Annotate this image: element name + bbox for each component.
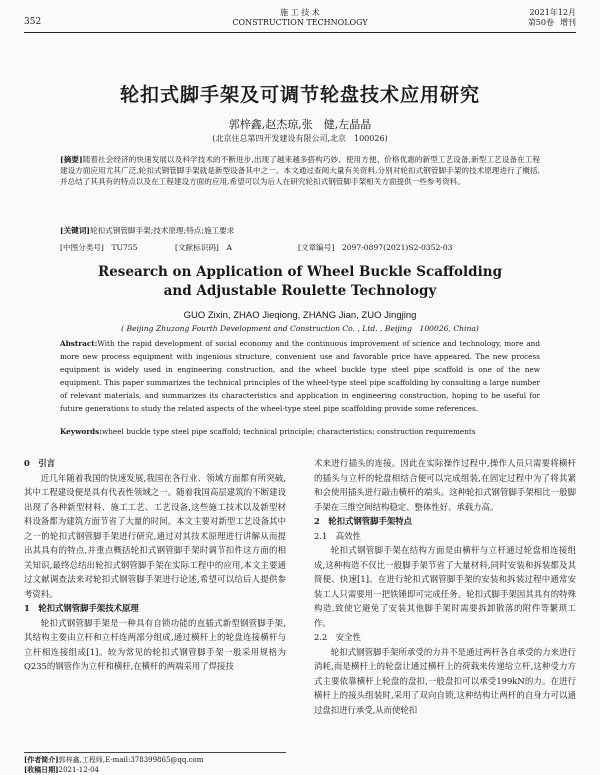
journal-name-cn: 施 工 技 术 [280, 8, 320, 17]
body-column-right [314, 456, 576, 717]
running-header [24, 8, 576, 30]
paper-title-en-line2: and Adjustable Roulette Technology [163, 283, 437, 299]
keywords-en [60, 427, 540, 436]
received-date-label: [收稿日期] [24, 765, 59, 774]
document-code: [文献标识码] A [175, 243, 232, 252]
issue-date: 2021年12月 [529, 8, 576, 17]
subsection-heading-2-1: 2.1 高效性 [314, 530, 361, 541]
journal-name [24, 8, 576, 28]
keywords-cn [60, 225, 540, 236]
clc-number: [中图分类号] TU755 [60, 243, 138, 252]
body-paragraph: 近几年随着我国的快速发展,我国在各行业、领域方面都有所突破,其中工程建设便是具有代表性领域之一。随着我国高层建筑的不断建设出现了各种新型材料、施工工艺、工艺设备,这些施工技术以及新型材料设备都为建筑方面节省了大量的时间。本文主要对新型工艺设备其中之一的轮扣式钢管脚手架进行研究,通过对其技术原理进行讲解从而提出其具有的特点,并重点概括轮扣式钢管脚手架时调节扣件这方面的相关知识,最终总结出轮扣式钢管脚手架在实际工程中的应用,本文主要通过文献调查法来对轮扣式钢管脚手架进行论述,希望可以给后人提供参考资料。 [24, 472, 286, 599]
body-paragraph: 术来进行插头的连接。因此在实际操作过程中,操作人员只需要将横杆的插头与立杆的轮盘相结合便可以完成组装,在固定过程中为了将其紧和会使用插头进行敲击横杆的端头。这种轮扣式钢管脚手架相比一般脚手架在三维空间结构稳定、整体性好、承载力高。 [314, 458, 576, 512]
received-date-text: 2021-12-04 [58, 766, 99, 774]
paper-title-en-line1: Research on Application of Wheel Buckle Scaffolding [97, 264, 503, 280]
abstract-en [60, 337, 540, 415]
body-column-left [24, 456, 286, 674]
journal-name-en: CONSTRUCTION TECHNOLOGY [232, 18, 368, 27]
abstract-en-text: With the rapid development of social economy and the continuous improvement of science and technology, more and more new process equipment with ingenious structure, convenient use and favorable price have appeared. The new process equipment is widely used in engineering construction, and the wheel buckle type steel pipe scaffold is one of the new equipment. This paper summarizes the technical principles of the wheel-type steel pipe scaffolding by consulting a large number of relevant materials, and summarizes its characteristics and application in engineering construction, hoping to be useful for future generations to study the related aspects of the wheel-type steel pipe scaffolding provide some references. [60, 339, 540, 413]
abstract-cn-text: 随着社会经济的快速发展以及科学技术的不断进步,出现了越来越多搭构巧妙、使用方便、价格优惠的新型工艺设备,新型工艺设备在工程建设方面应用尤其广泛,轮扣式钢管脚手架就是新型设备其中之一。本文通过查阅大量有关资料,分别对轮扣式钢管脚手架的技术原理进行了概括,并总结了其具有的特点以及在工程建设方面的应用,希望可以为后人在研究轮扣式钢管脚手架相关方面提供一些参考资料。 [60, 155, 541, 187]
section-heading-2: 2 轮扣式钢管脚手架特点 [314, 516, 412, 526]
section-heading-1: 1 轮扣式钢管脚手架技术原理 [24, 603, 139, 613]
issue-info [522, 8, 576, 28]
page-number: 352 [24, 17, 42, 27]
authors-cn: 郭梓鑫,赵杰琼,张 健,左晶晶 [228, 118, 372, 131]
header-rule [24, 32, 576, 33]
author-bio-text: 郭梓鑫,工程师,E-mail:378399865@qq.com [58, 756, 204, 764]
keywords-cn-text: 轮扣式钢管脚手架;技术原理;特点;施工要求 [89, 226, 235, 235]
keywords-en-label: Keywords: [60, 427, 102, 436]
subsection-heading-2-2: 2.2 安全性 [314, 632, 361, 642]
abstract-cn [60, 154, 540, 188]
paper-title-cn: 轮扣式脚手架及可调节轮盘技术应用研究 [119, 84, 480, 106]
article-number: [文章编号] 2097-0897(2021)S2-0352-03 [298, 243, 453, 252]
body-paragraph: 轮扣式钢管脚手架所承受的力并不是通过两杆各自承受的力来进行消耗,而是横杆上的轮盘让通过横杆上的荷载来传递给立杆,这种受力方式主要依靠横杆上轮盘的盘扣,一般盘扣可以承受199kN的力。在进行横杆上的接头组装时,采用了双向自锁,这种结构让两杆的自身力可以通过盘扣进行承受,从而使轮扣 [314, 646, 576, 715]
paper-title-en [0, 263, 600, 301]
body-paragraph: 轮扣式钢管脚手架在结构方面是由横杆与立杆通过轮盘相连接组成,这种构造不仅比一般脚手架节省了大量材料,同时安装和拆装都及其简便、快速[1]。在进行轮扣式钢管脚手架的安装和拆装过程中通常安装工人只需要用一把铁锤即可完成任务。轮扣式脚手架因其具有的特殊构造,致使它避免了安装其他脚手架时需要拆卸散落的附件等繁琐工作。 [314, 545, 576, 628]
issue-volume: 第50卷 [527, 18, 554, 27]
issue-supplement: 增刊 [560, 18, 576, 27]
abstract-cn-label: [摘要] [60, 155, 83, 164]
footnote [24, 752, 286, 775]
section-heading-0: 0 引言 [24, 458, 55, 468]
keywords-en-text: wheel buckle type steel pipe scaffold; technical principle; characteristics; construction requirements [101, 427, 476, 436]
keywords-cn-label: [关键词] [60, 226, 90, 235]
affiliation-en: ( Beijing Zhuzong Fourth Development and Construction Co. , Ltd. , Beijing 100026, China) [121, 324, 479, 333]
author-bio-label: [作者简介] [24, 755, 59, 764]
affiliation-cn: (北京住总第四开发建设有限公司,北京 100026) [212, 134, 388, 143]
body-paragraph: 轮扣式钢管脚手架是一种具有自锁功能的直插式新型钢管脚手架,其结构主要由立杆和立杆连两部分组成,通过横杆上的轮盘连接横杆与立杆相连接组成[1]。较为常见的轮扣式钢管脚手架一般采用规格为Q235的钢管作为立杆和横杆,在横杆的两端采用了焊接技 [24, 617, 286, 671]
authors-en: GUO Zixin, ZHAO Jieqiong, ZHANG Jian, ZUO Jingjing [183, 310, 417, 321]
abstract-en-label: Abstract: [60, 339, 98, 348]
